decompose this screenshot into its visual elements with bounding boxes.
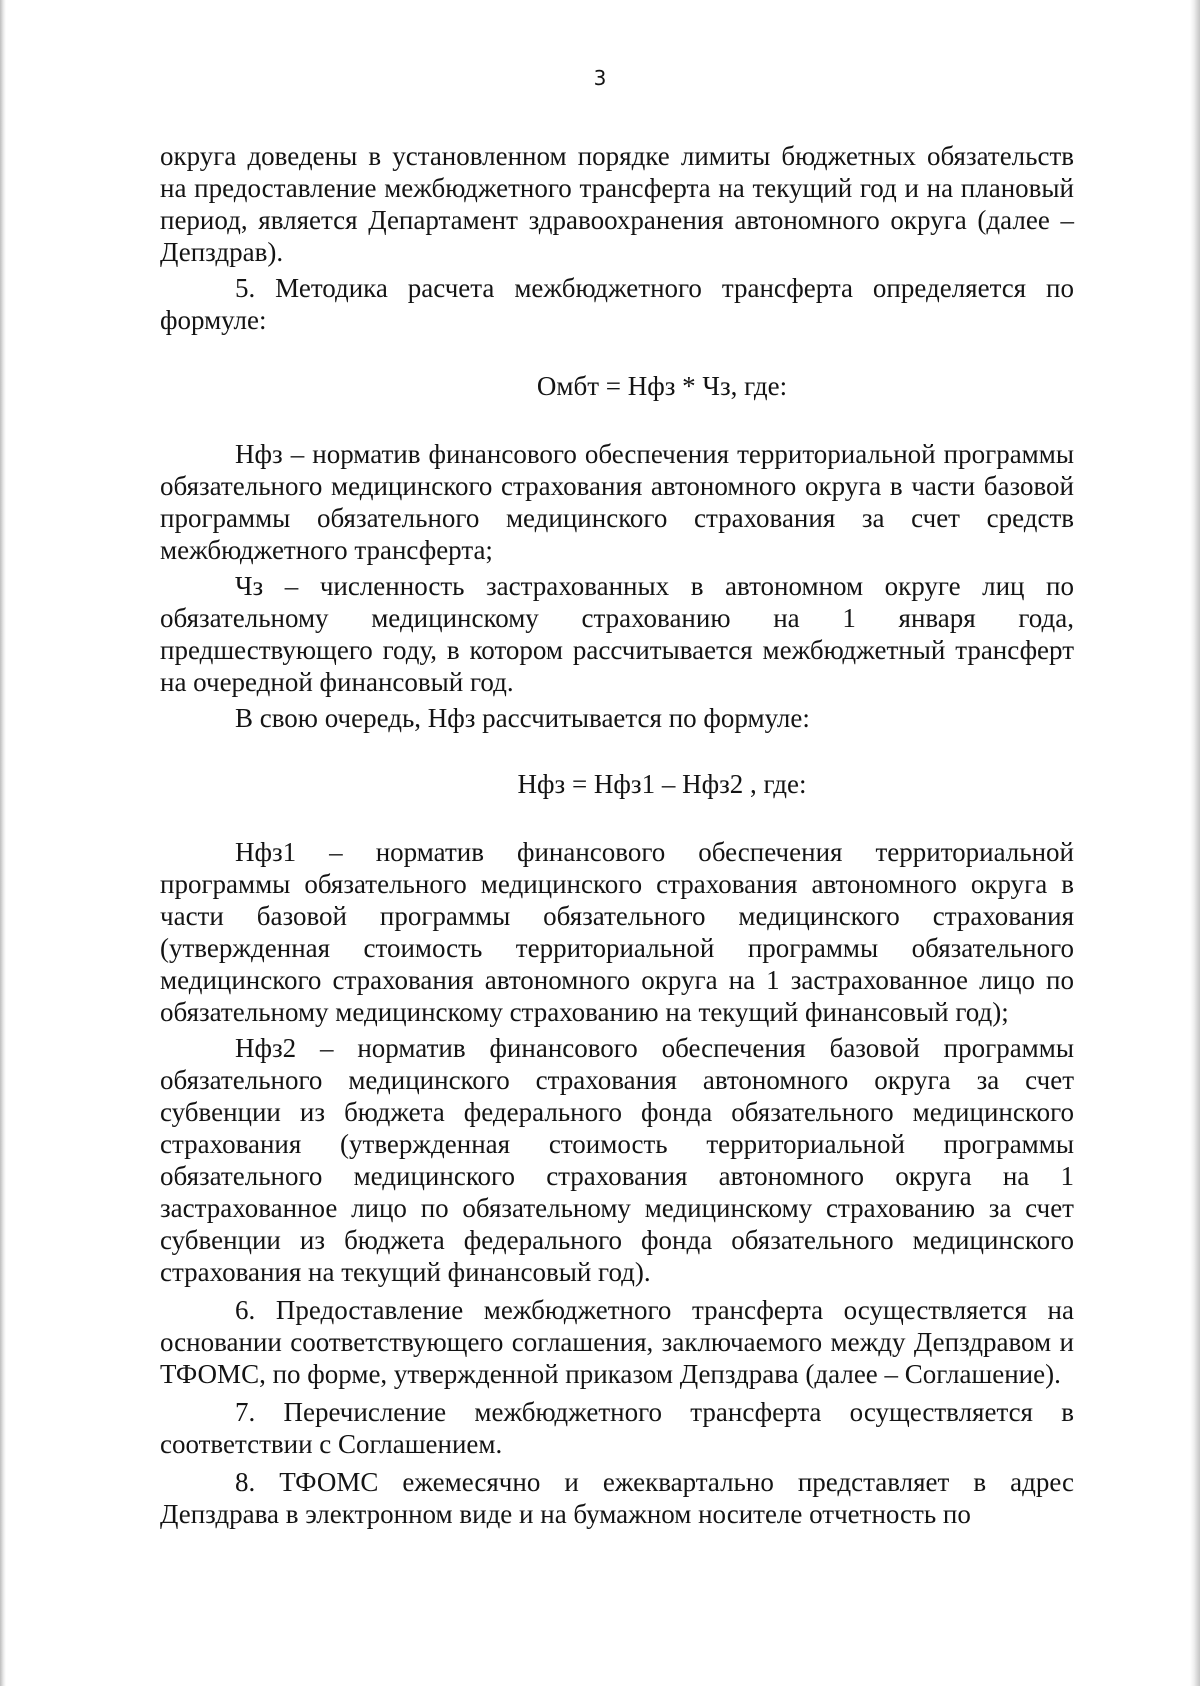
paragraph-item-7: 7. Перечисление межбюджетного трансферта осуществляется в соответствии с Соглашением. [160, 1397, 1074, 1459]
definition-nfz1: Нфз1 – норматив финансового обеспечения территориальной программы обязательного медицинского страхования автономного округа в части базовой программы обязательного медицинского страхования (утвержденная стоимость территориальной программы обязательного медицинского страхования автономного округа на 1 застрахованное лицо по обязательному медицинскому страхованию на текущий финансовый год); [160, 837, 1074, 1027]
paragraph-continuation: округа доведены в установленном порядке лимиты бюджетных обязательств на предоставление межбюджетного трансферта на текущий год и на плановый период, является Департамент здравоохранения автономного округа (далее – Депздрав). [160, 141, 1074, 267]
paragraph-item-6: 6. Предоставление межбюджетного трансферта осуществляется на основании соответствующего соглашения, заключаемого между Депздравом и ТФОМС, по форме, утвержденной приказом Депздрава (далее – Соглашение). [160, 1295, 1074, 1389]
paragraph-nfz-intro: В свою очередь, Нфз рассчитывается по формуле: [235, 703, 810, 733]
scan-edge-right [1190, 0, 1200, 1686]
page-number: 3 [593, 66, 607, 90]
paragraph-item-8: 8. ТФОМС ежемесячно и ежеквартально представляет в адрес Депздрава в электронном виде и на бумажном носителе отчетность по [160, 1467, 1074, 1529]
definition-nfz2: Нфз2 – норматив финансового обеспечения базовой программы обязательного медицинского страхования автономного округа за счет субвенции из бюджета федерального фонда обязательного медицинского страхования (утвержденная стоимость территориальной программы обязательного медицинского страхования автономного округа на 1 застрахованное лицо по обязательному медицинскому страхованию за счет субвенции из бюджета федерального фонда обязательного медицинского страхования на текущий финансовый год). [160, 1033, 1074, 1287]
definition-chz: Чз – численность застрахованных в автономном округе лиц по обязательному медицинскому страхованию на 1 января года, предшествующего году, в котором рассчитывается межбюджетный трансферт на очередной финансовый год. [160, 571, 1074, 697]
document-body [160, 140, 1074, 1530]
definition-nfz: Нфз – норматив финансового обеспечения территориальной программы обязательного медицинского страхования автономного округа в части базовой программы обязательного медицинского страхования за счет средств межбюджетного трансферта; [160, 439, 1074, 565]
scan-edge-left [0, 0, 6, 1686]
formula-omb: Омбт = Нфз * Чз, где: [536, 371, 788, 401]
formula-nfz: Нфз = Нфз1 – Нфз2 , где: [517, 769, 807, 799]
paragraph-item-5: 5. Методика расчета межбюджетного трансферта определяется по формуле: [160, 273, 1074, 335]
